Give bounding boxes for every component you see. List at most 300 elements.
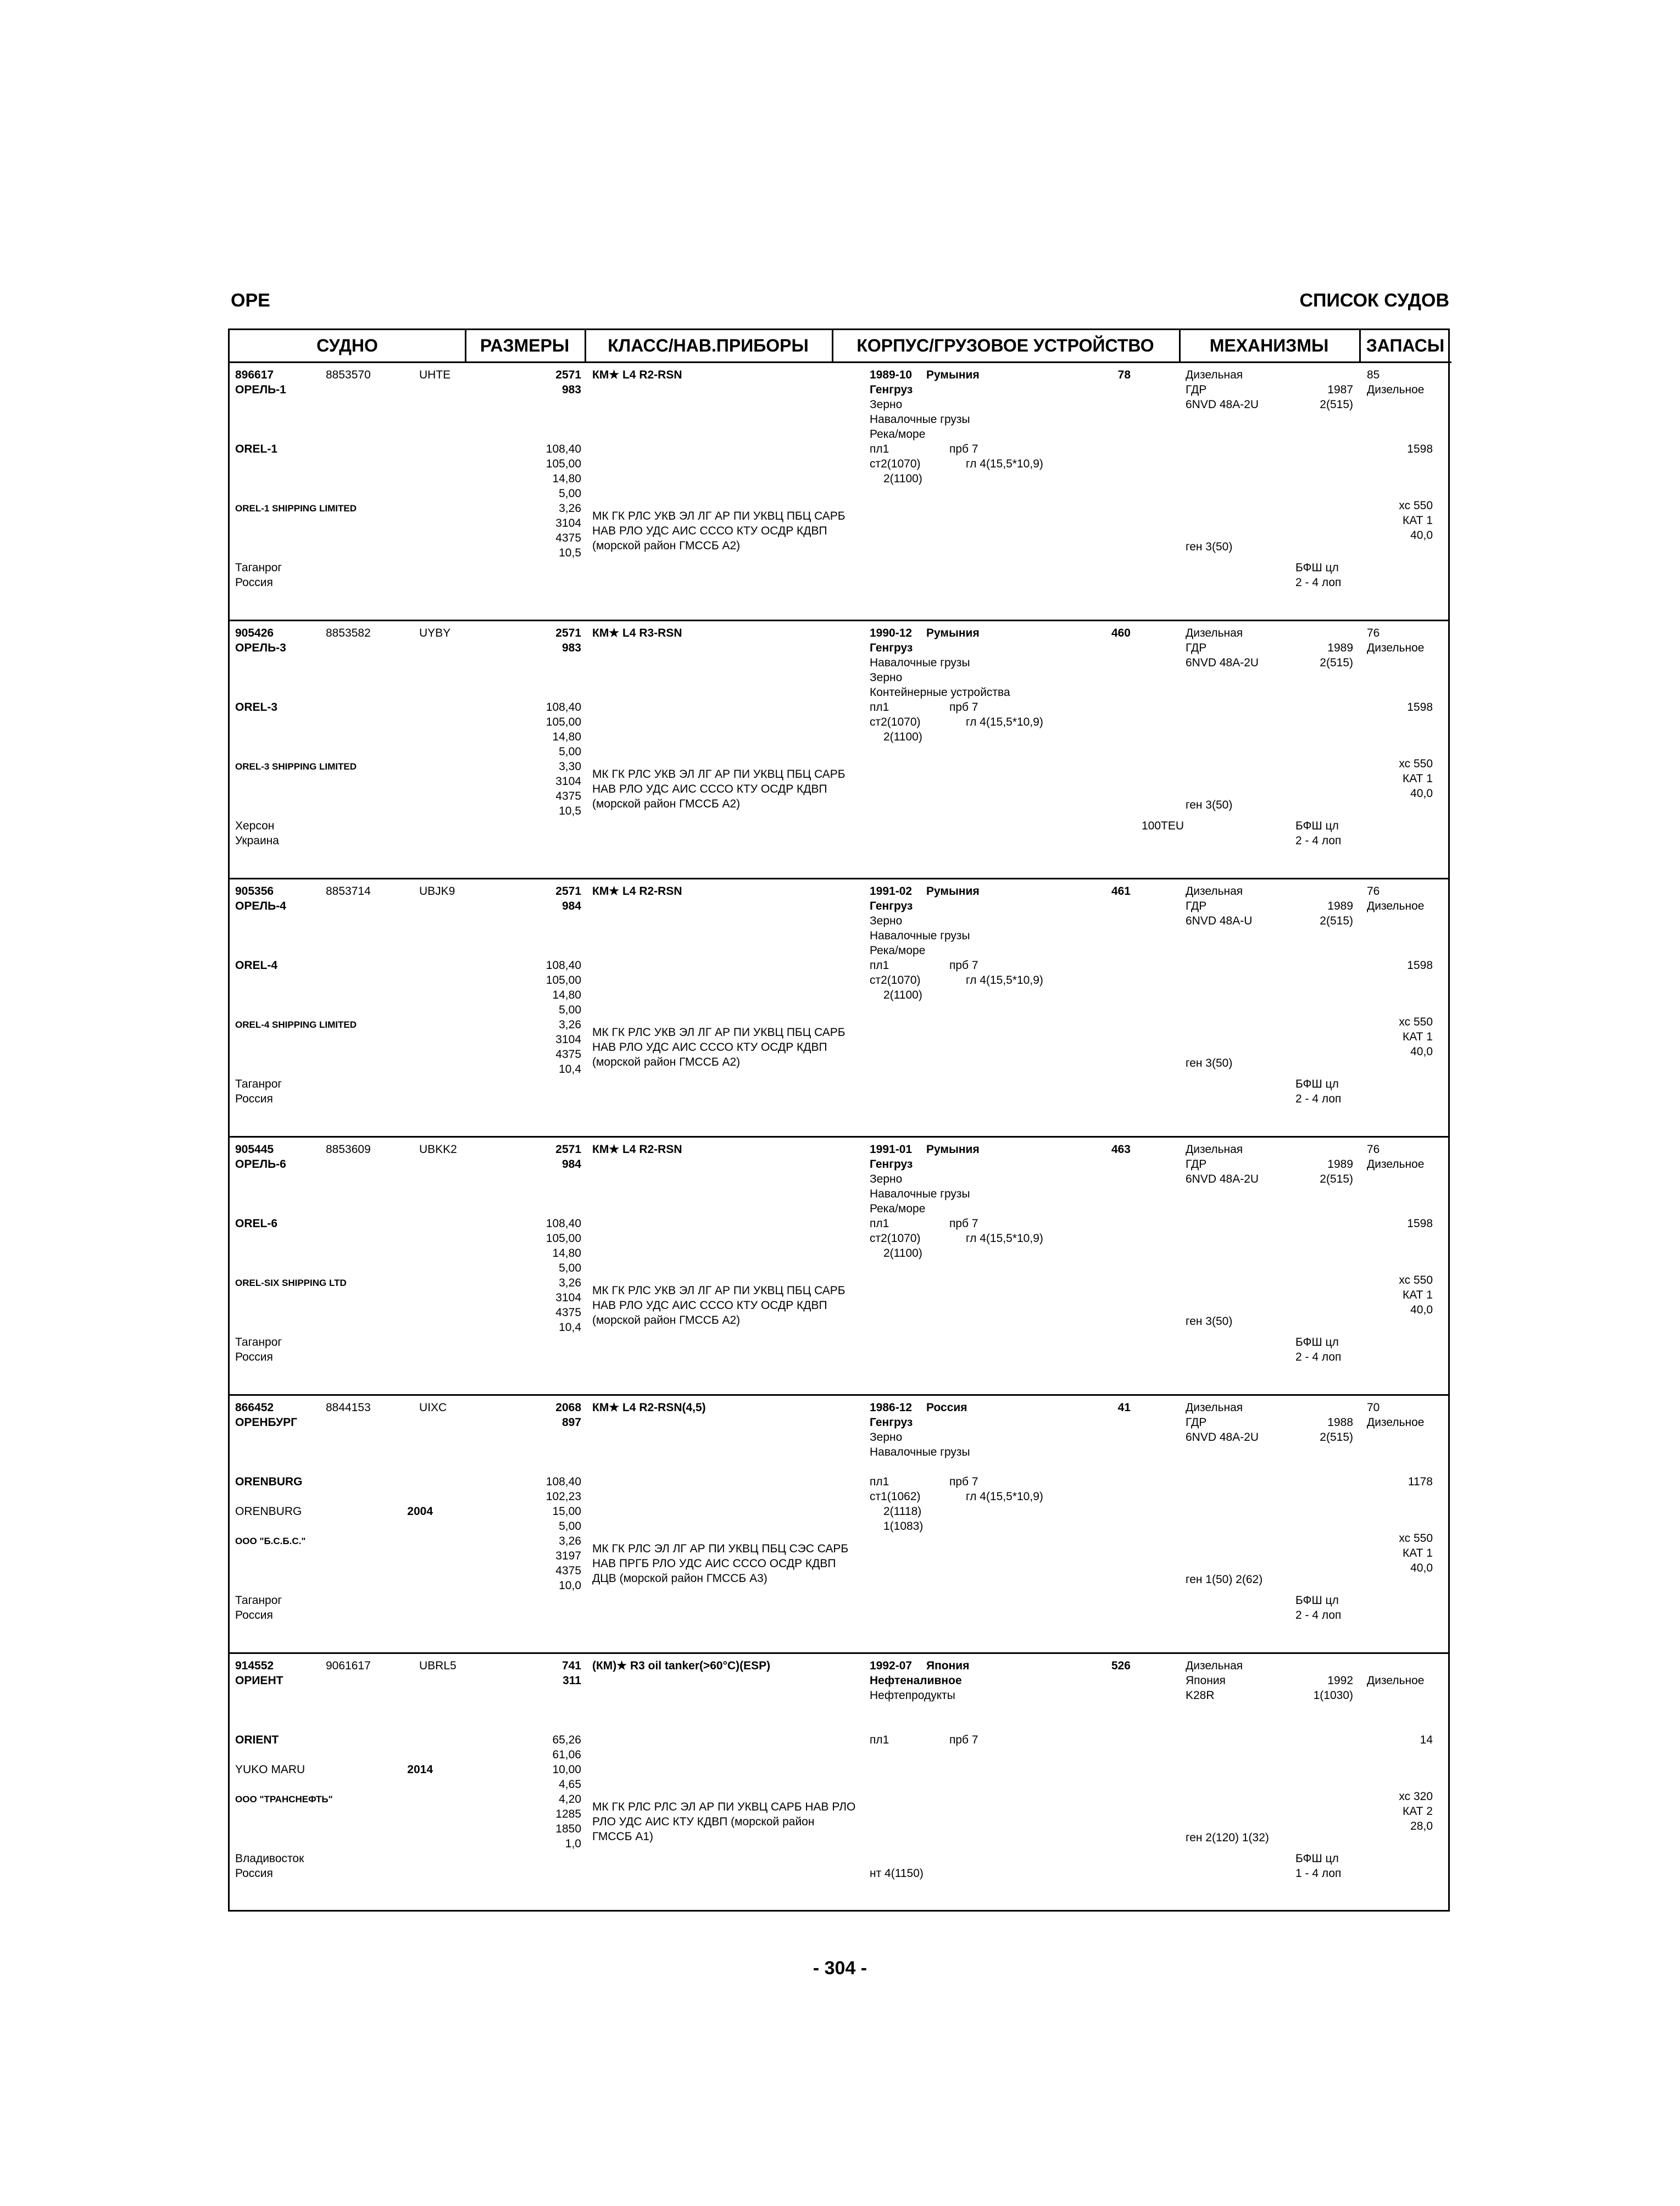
field-engine-type: Дизельная [1186, 369, 1243, 381]
field-class: КМ★ L4 R2-RSN [592, 1143, 682, 1156]
field-dims-9: 10,4 [559, 1063, 581, 1076]
field-hull-lines-0: Генгруз [870, 1158, 913, 1171]
field-imo: 8853582 [326, 627, 371, 639]
field-dims-3: 102,23 [546, 1490, 581, 1503]
field-callsign: UIXC [419, 1401, 447, 1414]
field-dims-7: 3104 [555, 517, 581, 530]
field-hull-lines-3: Река/море [870, 1202, 926, 1215]
col-ship: СУДНО [230, 330, 465, 363]
field-engine-model: K28R [1186, 1689, 1215, 1702]
field-port: Таганрог [235, 1594, 282, 1607]
field-xc: хс 550 [1399, 1531, 1433, 1545]
field-prop1: БФШ цл [1295, 561, 1339, 574]
field-stock-top: 85 [1367, 369, 1380, 381]
field-name-ru: ОРЕЛЬ-3 [235, 642, 286, 654]
field-hatch1: пл1 [870, 1475, 889, 1488]
field-engine-model: 6NVD 48A-U [1186, 915, 1253, 927]
field-xc: хс 550 [1399, 1273, 1433, 1286]
field-dims-6: 4,20 [559, 1793, 581, 1806]
field-kat: КАТ 1 [1403, 1288, 1433, 1301]
field-dims-7: 3104 [555, 1033, 581, 1046]
field-prop2: 2 - 4 лоп [1295, 1609, 1342, 1622]
field-hull-num: 78 [1117, 369, 1131, 381]
field-stock-top: 76 [1367, 1143, 1380, 1156]
field-hull-lines-0: Генгруз [870, 642, 913, 654]
field-hull-lines-1: Навалочные грузы [870, 656, 970, 669]
field-engine-count: 2(515) [1320, 1173, 1353, 1185]
field-hull-num: 526 [1111, 1659, 1131, 1672]
field-class: (КМ)★ R3 oil tanker(>60°C)(ESP) [592, 1659, 771, 1672]
field-nav-0: МК ГК РЛС ЭЛ ЛГ АР ПИ УКВЦ ПБЦ СЭС САРБ [592, 1542, 849, 1555]
field-gen: ген 3(50) [1186, 1315, 1233, 1328]
ship-table [228, 328, 1450, 1912]
field-hatch2: ст2(1070) [870, 458, 921, 470]
field-port: Херсон [235, 820, 275, 832]
field-hull-year: 1989-10 [870, 369, 913, 381]
field-dims-1: 897 [561, 1416, 581, 1429]
field-nav-2: ГМССБ А1) [592, 1830, 654, 1843]
field-engine-type: Дизельная [1186, 885, 1243, 898]
field-dims-4: 14,80 [552, 731, 581, 743]
field-dims-2: 108,40 [546, 443, 581, 455]
field-country: Россия [235, 576, 273, 589]
field-hull-lines-1: Зерно [870, 1173, 903, 1185]
field-dims-1: 983 [561, 642, 581, 654]
field-hatch2: ст2(1070) [870, 1232, 921, 1245]
field-class: КМ★ L4 R2-RSN [592, 369, 682, 381]
field-hull-lines-2: Навалочные грузы [870, 1188, 970, 1200]
field-hull-lines-0: Генгруз [870, 900, 913, 912]
field-stock-last: 40,0 [1410, 1303, 1433, 1316]
field-dims-2: 108,40 [546, 1217, 581, 1230]
field-hatch3: 2(1100) [883, 472, 922, 485]
field-hull-lines-2: Навалочные грузы [870, 929, 970, 942]
field-dims-5: 5,00 [559, 487, 581, 500]
field-prop2: 2 - 4 лоп [1295, 1093, 1342, 1105]
field-prop1: БФШ цл [1295, 820, 1339, 832]
field-dims-8: 4375 [555, 1306, 581, 1319]
field-dims-5: 4,65 [559, 1778, 581, 1791]
field-hull-year: 1990-12 [870, 627, 913, 639]
field-dims-9: 10,5 [559, 547, 581, 559]
field-dims-6: 3,26 [559, 1535, 581, 1547]
field-dims-7: 3104 [555, 775, 581, 788]
field-hull-country: Румыния [926, 369, 980, 381]
field-prop1: БФШ цл [1295, 1594, 1339, 1607]
field-dims-9: 1,0 [565, 1837, 581, 1850]
field-gen: ген 2(120) 1(32) [1186, 1831, 1269, 1845]
field-engine-year: 1989 [1327, 1158, 1353, 1171]
field-hull-country: Румыния [926, 885, 980, 898]
field-hatch3: 2(1118) [883, 1505, 922, 1518]
ship-record [230, 1654, 1448, 1912]
field-owner: OREL-3 SHIPPING LIMITED [235, 761, 357, 772]
ship-record [230, 621, 1448, 879]
field-callsign: UBJK9 [419, 885, 455, 898]
field-dims-9: 10,5 [559, 805, 581, 817]
field-hatch1b: прб 7 [949, 1734, 978, 1746]
field-dims-5: 5,00 [559, 1520, 581, 1533]
field-prev-name: YUKO MARU [235, 1763, 305, 1776]
field-imo: 8844153 [326, 1401, 371, 1414]
field-stock-last: 40,0 [1410, 1561, 1433, 1574]
field-country: Россия [235, 1351, 273, 1363]
field-imo: 8853609 [326, 1143, 371, 1156]
field-country: Украина [235, 834, 279, 847]
field-stock-qty: 1598 [1407, 701, 1433, 714]
field-name-ru: ОРЕЛЬ-1 [235, 383, 286, 396]
field-dims-4: 15,00 [552, 1505, 581, 1518]
field-name-en: OREL-6 [235, 1217, 278, 1230]
field-engine-model: 6NVD 48A-2U [1186, 398, 1259, 411]
field-engine-count: 2(515) [1320, 915, 1353, 927]
field-id: 914552 [235, 1659, 274, 1672]
field-hull-lines-1: Зерно [870, 1431, 903, 1444]
field-dims-8: 4375 [555, 532, 581, 544]
field-engine-year: 1989 [1327, 900, 1353, 912]
field-fuel: Дизельное [1367, 642, 1425, 654]
field-country: Россия [235, 1609, 273, 1622]
field-nav-0: МК ГК РЛС УКВ ЭЛ ЛГ АР ПИ УКВЦ ПБЦ САРБ [592, 509, 845, 522]
field-hatch3: 2(1100) [883, 1247, 922, 1260]
field-dims-1: 983 [561, 383, 581, 396]
field-dims-6: 3,26 [559, 1018, 581, 1031]
field-engine-type: Дизельная [1186, 1659, 1243, 1672]
field-stock-last: 40,0 [1410, 528, 1433, 542]
field-dims-5: 5,00 [559, 745, 581, 758]
field-nav-1: НАВ ПРГБ РЛО УДС АИС СССО ОСДР КДВП [592, 1557, 836, 1570]
field-dims-3: 105,00 [546, 1232, 581, 1245]
field-engine-year: 1987 [1327, 383, 1353, 396]
field-engine-model: 6NVD 48A-2U [1186, 1431, 1259, 1444]
field-xc: хс 550 [1399, 757, 1433, 770]
field-dims-6: 3,26 [559, 502, 581, 515]
field-prev-name: ORENBURG [235, 1505, 302, 1518]
field-dims-0: 2571 [555, 1143, 581, 1156]
field-hatch1: пл1 [870, 443, 889, 455]
field-name-en: ORENBURG [235, 1475, 303, 1488]
field-hull-lines-3: Контейнерные устройства [870, 686, 1010, 699]
field-xc: хс 320 [1399, 1790, 1433, 1803]
field-hull-lines-1: Зерно [870, 398, 903, 411]
field-prev-year: 2014 [407, 1763, 433, 1776]
field-id: 896617 [235, 369, 274, 381]
field-dims-4: 10,00 [552, 1763, 581, 1776]
field-prop2: 1 - 4 лоп [1295, 1867, 1342, 1880]
field-nav-2: (морской район ГМССБ А2) [592, 1055, 741, 1068]
field-dims-5: 5,00 [559, 1262, 581, 1274]
field-dims-2: 108,40 [546, 701, 581, 714]
field-callsign: UBRL5 [419, 1659, 457, 1672]
field-hatch4: 1(1083) [883, 1520, 924, 1533]
field-hull-lines-2: Зерно [870, 671, 903, 684]
field-hull-lines-3: Река/море [870, 944, 926, 957]
col-dimensions: РАЗМЕРЫ [465, 330, 585, 363]
field-port: Таганрог [235, 561, 282, 574]
field-hull-country: Румыния [926, 627, 980, 639]
field-dims-9: 10,0 [559, 1579, 581, 1592]
field-hatch2b: гл 4(15,5*10,9) [966, 1490, 1043, 1503]
field-hull-lines-0: Нефтеналивное [870, 1674, 962, 1687]
field-gen: ген 3(50) [1186, 799, 1233, 812]
field-engine-model: 6NVD 48A-2U [1186, 656, 1259, 669]
field-hatch3: 2(1100) [883, 731, 922, 743]
field-hatch1: пл1 [870, 959, 889, 972]
field-hatch1: пл1 [870, 701, 889, 714]
field-hull-num: 460 [1111, 627, 1131, 639]
field-hull-lines-2: Навалочные грузы [870, 1446, 970, 1458]
field-dims-1: 984 [561, 900, 581, 912]
col-machinery: МЕХАНИЗМЫ [1179, 330, 1359, 363]
field-engine-year: 1989 [1327, 642, 1353, 654]
field-nav-1: РЛО УДС АИС КТУ КДВП (морской район [592, 1815, 815, 1828]
field-engine-type: Дизельная [1186, 1401, 1243, 1414]
field-class: КМ★ L4 R2-RSN(4,5) [592, 1401, 706, 1414]
field-class: КМ★ L4 R3-RSN [592, 627, 682, 639]
field-dims-8: 4375 [555, 1564, 581, 1577]
col-hull: КОРПУС/ГРУЗОВОЕ УСТРОЙСТВО [832, 330, 1179, 363]
field-stock-qty: 1598 [1407, 443, 1433, 455]
field-name-ru: ОРЕНБУРГ [235, 1416, 298, 1429]
field-dims-7: 1285 [555, 1808, 581, 1820]
field-nav-2: (морской район ГМССБ А2) [592, 1313, 741, 1327]
field-gen: ген 3(50) [1186, 541, 1233, 554]
header-left: ОРЕ [231, 290, 270, 311]
field-hatch1b: прб 7 [949, 1217, 978, 1230]
field-dims-4: 14,80 [552, 1247, 581, 1260]
field-owner: OREL-SIX SHIPPING LTD [235, 1278, 347, 1288]
field-dims-2: 108,40 [546, 1475, 581, 1488]
field-owner: OREL-4 SHIPPING LIMITED [235, 1020, 357, 1030]
header-right: СПИСОК СУДОВ [1299, 290, 1449, 311]
field-prop2: 2 - 4 лоп [1295, 576, 1342, 589]
field-hatch1b: прб 7 [949, 701, 978, 714]
field-dims-5: 5,00 [559, 1004, 581, 1016]
field-engine-type: Дизельная [1186, 1143, 1243, 1156]
field-dims-7: 3104 [555, 1291, 581, 1304]
field-imo: 8853714 [326, 885, 371, 898]
ship-record [230, 879, 1448, 1138]
field-engine-country: ГДР [1186, 642, 1207, 654]
field-stock-qty: 1598 [1407, 959, 1433, 972]
field-stock-last: 40,0 [1410, 787, 1433, 800]
field-country: Россия [235, 1867, 273, 1880]
field-dims-8: 1850 [555, 1823, 581, 1835]
field-engine-country: ГДР [1186, 383, 1207, 396]
field-dims-0: 2571 [555, 885, 581, 898]
field-nav-2: (морской район ГМССБ А2) [592, 539, 741, 552]
field-hatch1b: прб 7 [949, 959, 978, 972]
field-bottom-hull: нт 4(1150) [870, 1867, 924, 1880]
field-stock-top: 70 [1367, 1401, 1380, 1414]
field-xc: хс 550 [1399, 1015, 1433, 1028]
page-number: - 304 - [813, 1958, 867, 1979]
field-prop1: БФШ цл [1295, 1078, 1339, 1090]
field-port: Таганрог [235, 1336, 282, 1349]
field-hull-lines-3: Река/море [870, 428, 926, 441]
field-id: 905426 [235, 627, 274, 639]
field-kat: КАТ 1 [1403, 514, 1433, 527]
field-dims-1: 311 [563, 1674, 581, 1687]
field-name-ru: ОРЕЛЬ-4 [235, 900, 286, 912]
field-port: Владивосток [235, 1852, 304, 1865]
field-gen: ген 3(50) [1186, 1057, 1233, 1070]
field-gen: ген 1(50) 2(62) [1186, 1573, 1263, 1586]
field-stock-qty: 14 [1420, 1734, 1433, 1746]
field-country: Россия [235, 1093, 273, 1105]
field-imo: 9061617 [326, 1659, 371, 1672]
ship-record [230, 1138, 1448, 1396]
field-engine-country: ГДР [1186, 1158, 1207, 1171]
field-dims-3: 105,00 [546, 716, 581, 728]
field-dims-0: 2571 [555, 627, 581, 639]
field-dims-0: 2571 [555, 369, 581, 381]
field-nav-1: НАВ РЛО УДС АИС СССО КТУ ОСДР КДВП [592, 1299, 827, 1312]
field-engine-type: Дизельная [1186, 627, 1243, 639]
field-name-en: OREL-3 [235, 701, 278, 714]
field-fuel: Дизельное [1367, 1158, 1425, 1171]
field-fuel: Дизельное [1367, 1416, 1425, 1429]
field-prop1: БФШ цл [1295, 1336, 1339, 1349]
field-nav-0: МК ГК РЛС УКВ ЭЛ ЛГ АР ПИ УКВЦ ПБЦ САРБ [592, 767, 845, 781]
field-callsign: UHTE [419, 369, 451, 381]
field-imo: 8853570 [326, 369, 371, 381]
field-dims-4: 14,80 [552, 989, 581, 1001]
field-hull-year: 1992-07 [870, 1659, 913, 1672]
field-fuel: Дизельное [1367, 900, 1425, 912]
field-dims-3: 105,00 [546, 458, 581, 470]
field-id: 905445 [235, 1143, 274, 1156]
field-nav-0: МК ГК РЛС РЛС ЭЛ АР ПИ УКВЦ САРБ НАВ РЛО [592, 1800, 856, 1813]
field-owner: OREL-1 SHIPPING LIMITED [235, 503, 357, 514]
field-hull-lines-2: Навалочные грузы [870, 413, 970, 426]
field-dims-4: 14,80 [552, 472, 581, 485]
field-owner: ООО "ТРАНСНЕФТЬ" [235, 1794, 333, 1804]
field-kat: КАТ 1 [1403, 1546, 1433, 1559]
field-fuel: Дизельное [1367, 383, 1425, 396]
field-name-ru: ОРИЕНТ [235, 1674, 283, 1687]
field-hull-year: 1991-02 [870, 885, 913, 898]
field-stock-last: 40,0 [1410, 1045, 1433, 1058]
field-engine-year: 1992 [1327, 1674, 1353, 1687]
field-nav-1: НАВ РЛО УДС АИС СССО КТУ ОСДР КДВП [592, 1040, 827, 1054]
field-name-ru: ОРЕЛЬ-6 [235, 1158, 286, 1171]
field-dims-6: 3,30 [559, 760, 581, 773]
field-engine-country: ГДР [1186, 1416, 1207, 1429]
field-id: 905356 [235, 885, 274, 898]
field-dims-6: 3,26 [559, 1277, 581, 1289]
field-prop1: БФШ цл [1295, 1852, 1339, 1865]
field-prev-year: 2004 [407, 1505, 433, 1518]
field-port: Таганрог [235, 1078, 282, 1090]
field-prop2: 2 - 4 лоп [1295, 834, 1342, 847]
field-name-en: OREL-4 [235, 959, 278, 972]
field-hull-lines-1: Нефтепродукты [870, 1689, 955, 1702]
field-hull-country: Япония [926, 1659, 970, 1672]
field-hatch2b: гл 4(15,5*10,9) [966, 1232, 1043, 1245]
field-engine-count: 2(515) [1320, 656, 1353, 669]
field-kat: КАТ 1 [1403, 1030, 1433, 1043]
field-nav-2: ДЦВ (морской район ГМССБ А3) [592, 1572, 767, 1585]
field-hull-country: Россия [926, 1401, 967, 1414]
field-hatch2b: гл 4(15,5*10,9) [966, 974, 1043, 987]
field-dims-8: 4375 [555, 1048, 581, 1061]
field-hull-lines-0: Генгруз [870, 383, 913, 396]
field-dims-2: 108,40 [546, 959, 581, 972]
field-teu: 100TEU [1142, 820, 1184, 832]
field-hatch2b: гл 4(15,5*10,9) [966, 716, 1043, 728]
field-nav-1: НАВ РЛО УДС АИС СССО КТУ ОСДР КДВП [592, 524, 827, 537]
field-dims-7: 3197 [555, 1550, 581, 1562]
field-hatch2: ст1(1062) [870, 1490, 921, 1503]
field-dims-0: 741 [561, 1659, 581, 1672]
field-stock-top: 76 [1367, 885, 1380, 898]
field-nav-0: МК ГК РЛС УКВ ЭЛ ЛГ АР ПИ УКВЦ ПБЦ САРБ [592, 1026, 845, 1039]
field-engine-year: 1988 [1327, 1416, 1353, 1429]
field-stock-top: 76 [1367, 627, 1380, 639]
col-stocks: ЗАПАСЫ [1359, 330, 1451, 363]
field-xc: хс 550 [1399, 499, 1433, 512]
field-hatch2: ст2(1070) [870, 974, 921, 987]
field-nav-1: НАВ РЛО УДС АИС СССО КТУ ОСДР КДВП [592, 782, 827, 795]
field-nav-0: МК ГК РЛС УКВ ЭЛ ЛГ АР ПИ УКВЦ ПБЦ САРБ [592, 1284, 845, 1297]
field-hull-year: 1991-01 [870, 1143, 913, 1156]
field-class: КМ★ L4 R2-RSN [592, 885, 682, 898]
field-kat: КАТ 2 [1403, 1804, 1433, 1818]
field-nav-2: (морской район ГМССБ А2) [592, 797, 741, 810]
field-stock-qty: 1178 [1408, 1475, 1433, 1488]
field-hull-num: 463 [1111, 1143, 1131, 1156]
field-prop2: 2 - 4 лоп [1295, 1351, 1342, 1363]
field-hatch2: ст2(1070) [870, 716, 921, 728]
field-dims-0: 2068 [555, 1401, 581, 1414]
field-kat: КАТ 1 [1403, 772, 1433, 785]
ship-record [230, 363, 1448, 621]
field-fuel: Дизельное [1367, 1674, 1425, 1687]
field-hull-num: 461 [1111, 885, 1131, 898]
field-hatch1: пл1 [870, 1734, 889, 1746]
field-stock-qty: 1598 [1407, 1217, 1433, 1230]
field-hatch2b: гл 4(15,5*10,9) [966, 458, 1043, 470]
field-stock-last: 28,0 [1410, 1819, 1433, 1832]
field-hatch1b: прб 7 [949, 443, 978, 455]
field-dims-8: 4375 [555, 790, 581, 803]
ship-record [230, 1396, 1448, 1654]
field-hull-lines-1: Зерно [870, 915, 903, 927]
field-hatch3: 2(1100) [883, 989, 922, 1001]
field-engine-count: 1(1030) [1313, 1689, 1353, 1702]
field-engine-country: ГДР [1186, 900, 1207, 912]
field-owner: ООО "Б.С.Б.С." [235, 1536, 306, 1546]
field-engine-model: 6NVD 48A-2U [1186, 1173, 1259, 1185]
field-engine-count: 2(515) [1320, 398, 1353, 411]
field-hull-country: Румыния [926, 1143, 980, 1156]
field-callsign: UBKK2 [419, 1143, 457, 1156]
field-dims-3: 105,00 [546, 974, 581, 987]
field-id: 866452 [235, 1401, 274, 1414]
field-name-en: ORIENT [235, 1734, 279, 1746]
field-dims-9: 10,4 [559, 1321, 581, 1334]
field-hatch1b: прб 7 [949, 1475, 978, 1488]
field-engine-count: 2(515) [1320, 1431, 1353, 1444]
field-hull-num: 41 [1117, 1401, 1131, 1414]
field-engine-country: Япония [1186, 1674, 1226, 1687]
col-class: КЛАСС/НАВ.ПРИБОРЫ [585, 330, 832, 363]
field-dims-1: 984 [561, 1158, 581, 1171]
field-hatch1: пл1 [870, 1217, 889, 1230]
field-hull-year: 1986-12 [870, 1401, 913, 1414]
field-hull-lines-0: Генгруз [870, 1416, 913, 1429]
